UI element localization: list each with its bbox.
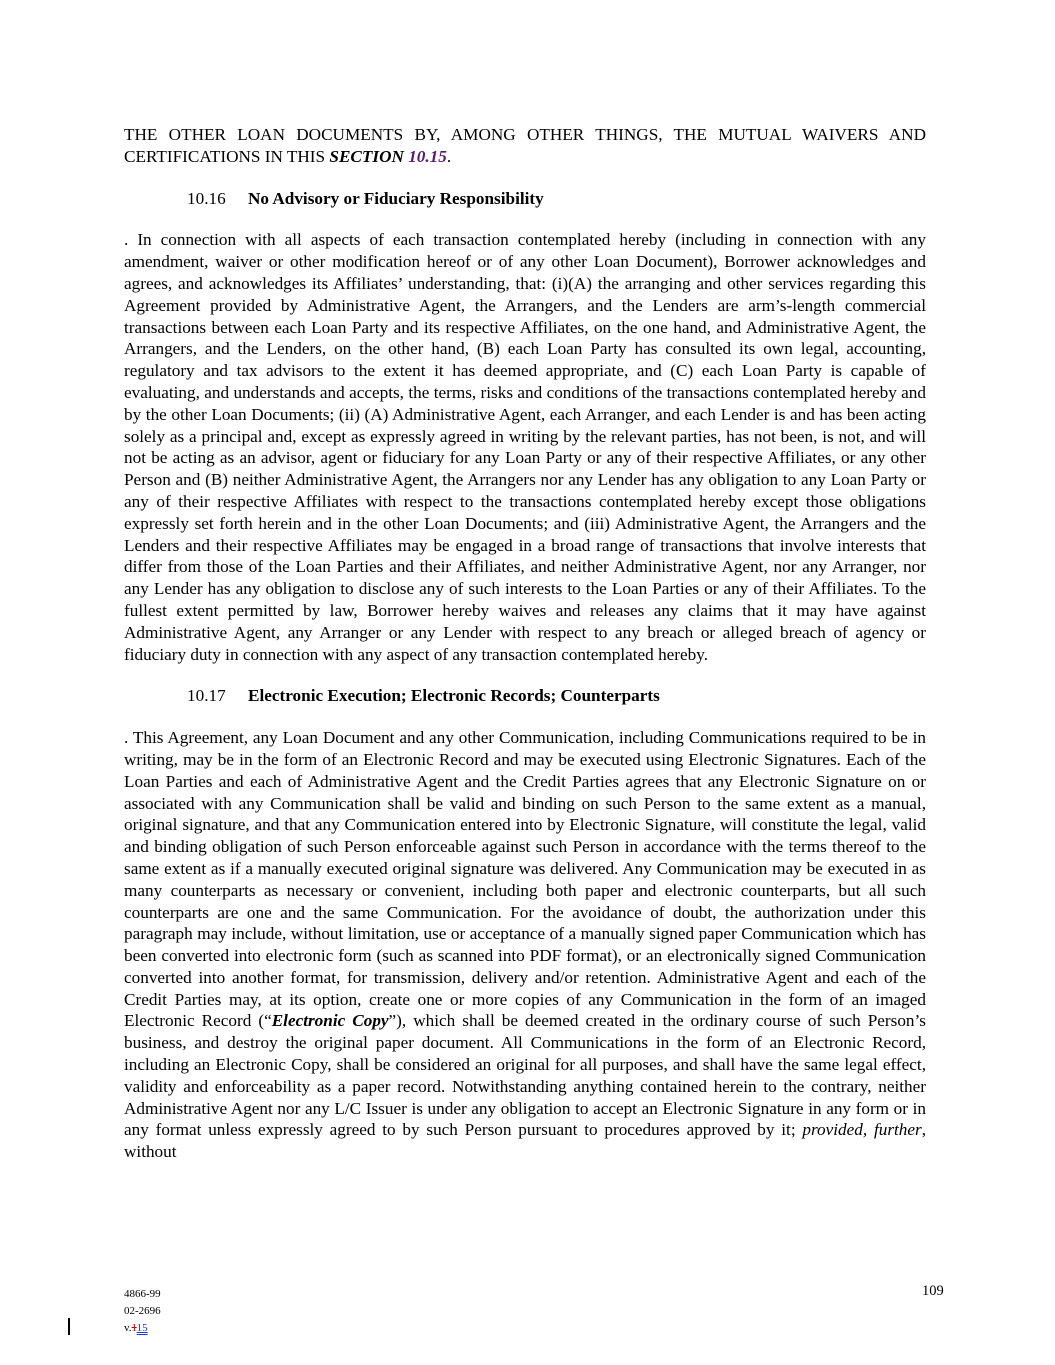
version-inserted: 15	[136, 1322, 148, 1334]
body-text-a: . This Agreement, any Loan Document and any other Communication, including Communications required to be in writing, may be in the form of an Electronic Record and may be executed using Electronic Signatures. Each of the Loan Parties and each of Administrative Agent and the Credit Parties agrees that any Electronic Signature on or associated with any Communication shall be valid and binding on such Person to the same extent as a manual, original signature, and that any Communication entered into by Electronic Signature, will constitute the legal, valid and binding obligation of such Person enforceable against such Person in accordance with the terms thereof to the same extent as if a manually executed original signature was delivered. Any Communication may be executed in as many counterparts as necessary or convenient, including both paper and electronic counterparts, but all such counterparts are one and the same Communication. For the avoidance of doubt, the authorization under this paragraph may include, without limitation, use or acceptance of a manually signed paper Communication which has been converted into electronic form (such as scanned into PDF format), or an electronically signed Communication converted into another format, for transmission, delivery and/or retention. Administrative Agent and each of the Credit Parties may, at its option, create one or more copies of any Communication in the form of an imaged Electronic Record (“	[124, 728, 926, 1031]
section-number: 10.17	[187, 686, 226, 706]
section-reference-number: 10.15	[408, 146, 447, 166]
intro-text: THE OTHER LOAN DOCUMENTS BY, AMONG OTHER THINGS, THE MUTUAL WAIVERS AND CERTIFICATIONS IN THIS	[124, 125, 926, 166]
section-title: No Advisory or Fiduciary Responsibility	[248, 188, 544, 208]
revision-change-bar	[68, 1318, 70, 1335]
proviso-term: provided, further	[802, 1120, 922, 1140]
document-page	[124, 124, 926, 1163]
page-number: 109	[922, 1283, 944, 1299]
section-reference	[329, 147, 446, 166]
intro-end: .	[446, 146, 452, 166]
section-title: Electronic Execution; Electronic Records; Counterparts	[248, 686, 660, 706]
doc-id-line-1: 4866-99	[124, 1288, 161, 1300]
section-word: SECTION	[329, 146, 409, 166]
defined-term: Electronic Copy	[271, 1011, 389, 1031]
section-10-16-heading	[187, 188, 926, 210]
version-prefix: v.	[124, 1322, 132, 1334]
body-text-c: , without	[124, 1120, 926, 1162]
section-10-17-heading	[187, 685, 926, 707]
section-number: 10.16	[187, 188, 226, 208]
doc-id-line-2: 02-2696	[124, 1305, 161, 1317]
version-line	[124, 1320, 161, 1337]
intro-paragraph	[124, 124, 926, 168]
section-10-16-body: . In connection with all aspects of each transaction contemplated hereby (including in connection with any amendment, waiver or other modification hereof or of any other Loan Document), Borrower acknowledges and agrees, and acknowledges its Affiliates’ understanding, that: (i)(A) the arranging and other services regarding this Agreement provided by Administrative Agent, the Arrangers, and the Lenders are arm’s-length commercial transactions between each Loan Party and its respective Affiliates, on the one hand, and Administrative Agent, the Arrangers, and the Lenders, on the other hand, (B) each Loan Party has consulted its own legal, accounting, regulatory and tax advisors to the extent it has deemed appropriate, and (C) each Loan Party is capable of evaluating, and understands and accepts, the terms, risks and conditions of the transactions contemplated hereby and by the other Loan Documents; (ii) (A) Administrative Agent, each Arranger, and each Lender is and has been acting solely as a principal and, except as expressly agreed in writing by the relevant parties, has not been, is not, and will not be acting as an advisor, agent or fiduciary for any Loan Party or any of their respective Affiliates, or any other Person and (B) neither Administrative Agent, the Arrangers nor any Lender has any obligation to any Loan Party or any of their respective Affiliates with respect to the transactions contemplated hereby except those obligations expressly set forth herein and in the other Loan Documents; and (iii) Administrative Agent, the Arrangers and the Lenders and their respective Affiliates may be engaged in a broad range of transactions that involve interests that differ from those of the Loan Parties and their Affiliates, and neither Administrative Agent, nor any Arranger, nor any Lender has any obligation to disclose any of such interests to the Loan Parties or any of their Affiliates. To the fullest extent permitted by law, Borrower hereby waives and releases any claims that it may have against Administrative Agent, any Arranger or any Lender with respect to any breach or alleged breach of agency or fiduciary duty in connection with any aspect of any transaction contemplated hereby.	[124, 230, 926, 664]
body-text-b: ”), which shall be deemed created in the ordinary course of such Person’s business, and destroy the original paper document. All Communications in the form of an Electronic Record, including an Electronic Copy, shall be considered an original for all purposes, and shall have the same legal effect, validity and enforceability as a paper record. Notwithstanding anything contained herein to the contrary, neither Administrative Agent nor any L/C Issuer is under any obligation to accept an Electronic Signature in any form or in any format unless expressly agreed to by such Person pursuant to procedures approved by it;	[124, 1011, 926, 1140]
section-10-17-body	[124, 727, 926, 1163]
version-deleted: 1	[131, 1322, 137, 1334]
document-footer-id	[124, 1286, 161, 1337]
